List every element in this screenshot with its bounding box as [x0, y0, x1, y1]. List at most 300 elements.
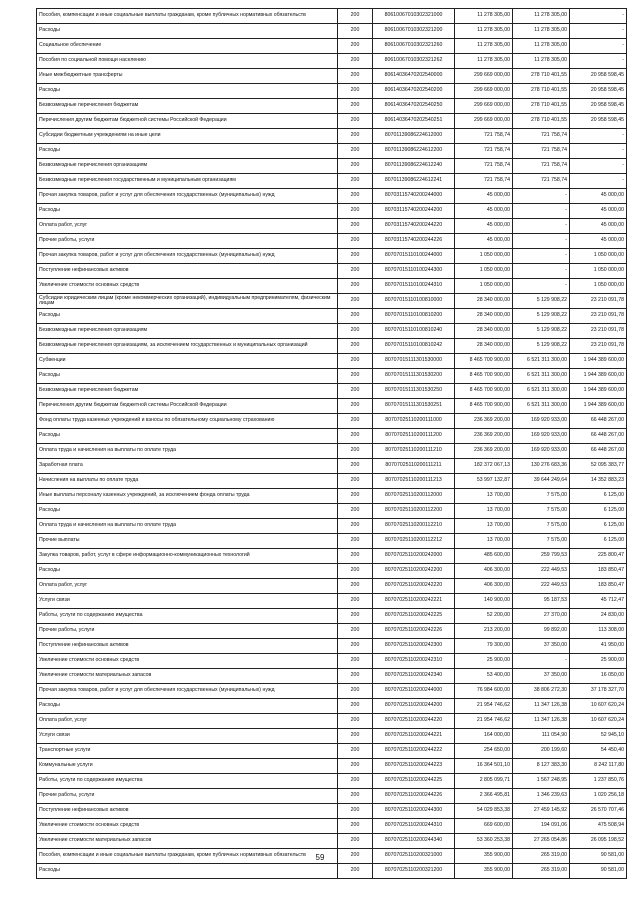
- row-code-cell: 200: [338, 369, 373, 384]
- row-executed-amount-cell: 11 347 126,38: [513, 699, 570, 714]
- row-approved-amount-cell: 236 369 200,00: [455, 444, 513, 459]
- row-unexecuted-amount-cell: 25 900,00: [570, 654, 627, 669]
- row-classification-code-cell: 80703115740200244226: [373, 234, 455, 249]
- table-body: [37, 9, 627, 879]
- row-unexecuted-amount-cell: 6 125,00: [570, 504, 627, 519]
- row-unexecuted-amount-cell: 23 210 091,78: [570, 294, 627, 309]
- row-classification-code-cell: 80707025110200242000: [373, 549, 455, 564]
- row-name-cell: Услуги связи: [37, 729, 338, 744]
- row-approved-amount-cell: 21 954 746,62: [455, 699, 513, 714]
- row-executed-amount-cell: 27 265 054,86: [513, 834, 570, 849]
- row-unexecuted-amount-cell: 183 850,47: [570, 579, 627, 594]
- table-row: [37, 204, 627, 219]
- row-name-cell: Расходы: [37, 144, 338, 159]
- row-classification-code-cell: 80707025110200244221: [373, 729, 455, 744]
- row-executed-amount-cell: 99 892,00: [513, 624, 570, 639]
- row-code-cell: 200: [338, 549, 373, 564]
- row-code-cell: 200: [338, 684, 373, 699]
- table-row: [37, 39, 627, 54]
- row-name-cell: Безвозмездные перечисления организациям: [37, 324, 338, 339]
- row-executed-amount-cell: 11 278 305,00: [513, 39, 570, 54]
- table-row: [37, 84, 627, 99]
- row-approved-amount-cell: 11 278 305,00: [455, 9, 513, 24]
- row-approved-amount-cell: 13 700,00: [455, 504, 513, 519]
- row-code-cell: 200: [338, 399, 373, 414]
- row-name-cell: Субсидии юридическим лицам (кроме некоммерческих организаций), индивидуальным предпринимателям, физическим лицам: [37, 294, 338, 309]
- row-executed-amount-cell: 278 710 401,55: [513, 114, 570, 129]
- row-name-cell: Увеличение стоимости основных средств: [37, 819, 338, 834]
- row-classification-code-cell: 80614036470202540000: [373, 69, 455, 84]
- row-classification-code-cell: 80610067010302321260: [373, 39, 455, 54]
- row-classification-code-cell: 80707015111301530000: [373, 354, 455, 369]
- row-approved-amount-cell: 8 465 700 900,00: [455, 399, 513, 414]
- row-executed-amount-cell: 194 091,06: [513, 819, 570, 834]
- row-classification-code-cell: 80707025110200111211: [373, 459, 455, 474]
- row-unexecuted-amount-cell: 1 944 389 600,00: [570, 399, 627, 414]
- row-classification-code-cell: 80701139086224612000: [373, 129, 455, 144]
- row-approved-amount-cell: 45 000,00: [455, 234, 513, 249]
- row-approved-amount-cell: 254 650,00: [455, 744, 513, 759]
- row-unexecuted-amount-cell: 41 950,00: [570, 639, 627, 654]
- row-classification-code-cell: 80707025110200242300: [373, 639, 455, 654]
- row-code-cell: 200: [338, 714, 373, 729]
- row-name-cell: Транспортные услуги: [37, 744, 338, 759]
- row-name-cell: Увеличение стоимости материальных запасов: [37, 834, 338, 849]
- table-row: [37, 399, 627, 414]
- row-executed-amount-cell: 6 521 311 300,00: [513, 354, 570, 369]
- row-approved-amount-cell: 299 669 000,00: [455, 114, 513, 129]
- table-row: [37, 429, 627, 444]
- row-name-cell: Пособия, компенсации и иные социальные выплаты гражданам, кроме публичных нормативных обязательств: [37, 9, 338, 24]
- row-name-cell: Безвозмездные перечисления бюджетам: [37, 384, 338, 399]
- table-row: [37, 549, 627, 564]
- table-row: [37, 774, 627, 789]
- row-code-cell: 200: [338, 564, 373, 579]
- row-approved-amount-cell: 355 900,00: [455, 849, 513, 864]
- row-name-cell: Субвенции: [37, 354, 338, 369]
- row-approved-amount-cell: 28 340 000,00: [455, 309, 513, 324]
- row-executed-amount-cell: 95 187,53: [513, 594, 570, 609]
- row-classification-code-cell: 80707025110200244220: [373, 714, 455, 729]
- row-classification-code-cell: 80707025110200244200: [373, 699, 455, 714]
- row-code-cell: 200: [338, 339, 373, 354]
- row-classification-code-cell: 80701139086224612200: [373, 144, 455, 159]
- row-unexecuted-amount-cell: 52 095 383,77: [570, 459, 627, 474]
- row-code-cell: 200: [338, 654, 373, 669]
- row-unexecuted-amount-cell: 45 712,47: [570, 594, 627, 609]
- row-approved-amount-cell: 13 700,00: [455, 534, 513, 549]
- row-executed-amount-cell: 7 575,00: [513, 519, 570, 534]
- row-executed-amount-cell: -: [513, 234, 570, 249]
- row-unexecuted-amount-cell: -: [570, 174, 627, 189]
- row-code-cell: 200: [338, 354, 373, 369]
- row-code-cell: 200: [338, 474, 373, 489]
- row-code-cell: 200: [338, 174, 373, 189]
- row-code-cell: 200: [338, 729, 373, 744]
- row-code-cell: 200: [338, 444, 373, 459]
- row-classification-code-cell: 80707015111301530251: [373, 399, 455, 414]
- row-name-cell: Прочие выплаты: [37, 534, 338, 549]
- row-classification-code-cell: 80707025110200242310: [373, 654, 455, 669]
- row-code-cell: 200: [338, 504, 373, 519]
- row-unexecuted-amount-cell: 24 830,00: [570, 609, 627, 624]
- row-name-cell: Иные выплаты персоналу казенных учреждений, за исключением фонда оплаты труда: [37, 489, 338, 504]
- table-row: [37, 114, 627, 129]
- row-executed-amount-cell: 278 710 401,55: [513, 99, 570, 114]
- row-unexecuted-amount-cell: 66 448 267,00: [570, 444, 627, 459]
- row-name-cell: Поступление нефинансовых активов: [37, 639, 338, 654]
- row-executed-amount-cell: 721 758,74: [513, 174, 570, 189]
- row-code-cell: 200: [338, 24, 373, 39]
- row-unexecuted-amount-cell: 10 607 620,24: [570, 699, 627, 714]
- row-code-cell: 200: [338, 129, 373, 144]
- row-code-cell: 200: [338, 759, 373, 774]
- row-code-cell: 200: [338, 264, 373, 279]
- row-executed-amount-cell: 7 575,00: [513, 489, 570, 504]
- table-row: [37, 684, 627, 699]
- row-approved-amount-cell: 45 000,00: [455, 204, 513, 219]
- row-name-cell: Оплата работ, услуг: [37, 579, 338, 594]
- row-code-cell: 200: [338, 609, 373, 624]
- row-approved-amount-cell: 485 600,00: [455, 549, 513, 564]
- row-code-cell: 200: [338, 294, 373, 309]
- row-unexecuted-amount-cell: 45 000,00: [570, 219, 627, 234]
- row-executed-amount-cell: 8 127 383,30: [513, 759, 570, 774]
- row-executed-amount-cell: -: [513, 279, 570, 294]
- row-approved-amount-cell: 406 300,00: [455, 579, 513, 594]
- row-approved-amount-cell: 8 465 700 900,00: [455, 354, 513, 369]
- row-classification-code-cell: 80701139086224612240: [373, 159, 455, 174]
- table-row: [37, 369, 627, 384]
- row-approved-amount-cell: 8 465 700 900,00: [455, 369, 513, 384]
- row-classification-code-cell: 80707025110200242225: [373, 609, 455, 624]
- row-name-cell: Субсидии бюджетным учреждениям на иные цели: [37, 129, 338, 144]
- row-executed-amount-cell: 721 758,74: [513, 129, 570, 144]
- row-unexecuted-amount-cell: 45 000,00: [570, 204, 627, 219]
- row-unexecuted-amount-cell: 20 958 598,45: [570, 114, 627, 129]
- table-row: [37, 579, 627, 594]
- row-code-cell: 200: [338, 804, 373, 819]
- row-classification-code-cell: 80701139086224612241: [373, 174, 455, 189]
- row-unexecuted-amount-cell: -: [570, 129, 627, 144]
- row-unexecuted-amount-cell: 1 944 389 600,00: [570, 369, 627, 384]
- table-row: [37, 294, 627, 309]
- row-executed-amount-cell: 5 129 908,22: [513, 324, 570, 339]
- table-row: [37, 654, 627, 669]
- row-unexecuted-amount-cell: 66 448 267,00: [570, 414, 627, 429]
- row-name-cell: Начисления на выплаты по оплате труда: [37, 474, 338, 489]
- row-approved-amount-cell: 45 000,00: [455, 219, 513, 234]
- row-name-cell: Расходы: [37, 309, 338, 324]
- row-unexecuted-amount-cell: 37 178 327,70: [570, 684, 627, 699]
- row-name-cell: Работы, услуги по содержанию имущества: [37, 609, 338, 624]
- row-classification-code-cell: 80707025110200112200: [373, 504, 455, 519]
- row-name-cell: Безвозмездные перечисления организациям, за исключением государственных и муниципальных организаций: [37, 339, 338, 354]
- table-row: [37, 669, 627, 684]
- row-classification-code-cell: 80703115740200244220: [373, 219, 455, 234]
- row-name-cell: Пособия по социальной помощи населению: [37, 54, 338, 69]
- row-name-cell: Работы, услуги по содержанию имущества: [37, 774, 338, 789]
- row-approved-amount-cell: 299 669 000,00: [455, 84, 513, 99]
- row-executed-amount-cell: 5 129 908,22: [513, 339, 570, 354]
- row-name-cell: Расходы: [37, 24, 338, 39]
- row-classification-code-cell: 80707025110200244000: [373, 684, 455, 699]
- row-classification-code-cell: 80707025110200242200: [373, 564, 455, 579]
- row-name-cell: Услуги связи: [37, 594, 338, 609]
- table-row: [37, 129, 627, 144]
- row-executed-amount-cell: -: [513, 249, 570, 264]
- row-name-cell: Поступление нефинансовых активов: [37, 804, 338, 819]
- row-name-cell: Закупка товаров, работ, услуг в сфере информационно-коммуникационных технологий: [37, 549, 338, 564]
- table-row: [37, 189, 627, 204]
- row-classification-code-cell: 80707025110200244226: [373, 789, 455, 804]
- table-row: [37, 789, 627, 804]
- row-approved-amount-cell: 236 369 200,00: [455, 429, 513, 444]
- row-classification-code-cell: 80707025110200242220: [373, 579, 455, 594]
- row-name-cell: Прочая закупка товаров, работ и услуг для обеспечения государственных (муниципальных) нужд: [37, 189, 338, 204]
- table-row: [37, 309, 627, 324]
- table-row: [37, 54, 627, 69]
- table-row: [37, 219, 627, 234]
- table-row: [37, 264, 627, 279]
- row-code-cell: 200: [338, 279, 373, 294]
- row-classification-code-cell: 80703115740200244000: [373, 189, 455, 204]
- row-classification-code-cell: 80610067010302321262: [373, 54, 455, 69]
- row-classification-code-cell: 80707015110100244000: [373, 249, 455, 264]
- row-name-cell: Расходы: [37, 699, 338, 714]
- row-approved-amount-cell: 721 758,74: [455, 174, 513, 189]
- row-name-cell: Расходы: [37, 204, 338, 219]
- row-code-cell: 200: [338, 204, 373, 219]
- table-row: [37, 384, 627, 399]
- row-approved-amount-cell: 164 000,00: [455, 729, 513, 744]
- row-unexecuted-amount-cell: 113 308,00: [570, 624, 627, 639]
- row-approved-amount-cell: 236 369 200,00: [455, 414, 513, 429]
- row-approved-amount-cell: 1 050 000,00: [455, 279, 513, 294]
- row-approved-amount-cell: 54 029 853,38: [455, 804, 513, 819]
- row-approved-amount-cell: 1 050 000,00: [455, 264, 513, 279]
- row-executed-amount-cell: 259 799,53: [513, 549, 570, 564]
- table-row: [37, 519, 627, 534]
- row-code-cell: 200: [338, 234, 373, 249]
- row-approved-amount-cell: 25 900,00: [455, 654, 513, 669]
- table-row: [37, 594, 627, 609]
- row-unexecuted-amount-cell: 52 945,10: [570, 729, 627, 744]
- row-name-cell: Пособия, компенсации и иные социальные выплаты гражданам, кроме публичных нормативных обязательств: [37, 849, 338, 864]
- budget-execution-table: [36, 8, 627, 879]
- row-approved-amount-cell: 79 300,00: [455, 639, 513, 654]
- row-code-cell: 200: [338, 579, 373, 594]
- table-row: [37, 9, 627, 24]
- row-classification-code-cell: 80707025110200244225: [373, 774, 455, 789]
- table-row: [37, 534, 627, 549]
- row-classification-code-cell: 80707015111301530250: [373, 384, 455, 399]
- row-classification-code-cell: 80707025110200321200: [373, 864, 455, 879]
- row-code-cell: 200: [338, 639, 373, 654]
- row-name-cell: Безвозмездные перечисления организациям: [37, 159, 338, 174]
- row-executed-amount-cell: 721 758,74: [513, 144, 570, 159]
- row-code-cell: 200: [338, 489, 373, 504]
- row-executed-amount-cell: 1 567 248,95: [513, 774, 570, 789]
- row-classification-code-cell: 80707025110200244340: [373, 834, 455, 849]
- row-approved-amount-cell: 28 340 000,00: [455, 294, 513, 309]
- table-row: [37, 69, 627, 84]
- row-approved-amount-cell: 13 700,00: [455, 519, 513, 534]
- row-executed-amount-cell: 38 806 272,30: [513, 684, 570, 699]
- table-row: [37, 714, 627, 729]
- row-unexecuted-amount-cell: 8 242 117,80: [570, 759, 627, 774]
- row-code-cell: 200: [338, 9, 373, 24]
- row-unexecuted-amount-cell: 45 000,00: [570, 189, 627, 204]
- row-approved-amount-cell: 721 758,74: [455, 144, 513, 159]
- row-code-cell: 200: [338, 39, 373, 54]
- row-code-cell: 200: [338, 249, 373, 264]
- row-executed-amount-cell: 5 129 908,22: [513, 294, 570, 309]
- row-approved-amount-cell: 2 805 099,71: [455, 774, 513, 789]
- table-row: [37, 474, 627, 489]
- row-unexecuted-amount-cell: 26 570 707,46: [570, 804, 627, 819]
- row-approved-amount-cell: 16 364 501,10: [455, 759, 513, 774]
- row-classification-code-cell: 80707025110200242226: [373, 624, 455, 639]
- row-unexecuted-amount-cell: -: [570, 159, 627, 174]
- row-unexecuted-amount-cell: 1 050 000,00: [570, 279, 627, 294]
- row-name-cell: Перечисления другим бюджетам бюджетной системы Российской Федерации: [37, 399, 338, 414]
- row-executed-amount-cell: 130 276 683,36: [513, 459, 570, 474]
- row-code-cell: 200: [338, 699, 373, 714]
- row-approved-amount-cell: 52 200,00: [455, 609, 513, 624]
- table-row: [37, 234, 627, 249]
- table-row: [37, 339, 627, 354]
- row-code-cell: 200: [338, 309, 373, 324]
- row-approved-amount-cell: 299 669 000,00: [455, 69, 513, 84]
- row-classification-code-cell: 80707025110200112210: [373, 519, 455, 534]
- row-approved-amount-cell: 8 465 700 900,00: [455, 384, 513, 399]
- table-row: [37, 444, 627, 459]
- row-classification-code-cell: 80614036470202540251: [373, 114, 455, 129]
- row-code-cell: 200: [338, 624, 373, 639]
- table-row: [37, 489, 627, 504]
- row-name-cell: Заработная плата: [37, 459, 338, 474]
- row-executed-amount-cell: 39 644 249,64: [513, 474, 570, 489]
- row-executed-amount-cell: 6 521 311 300,00: [513, 399, 570, 414]
- row-classification-code-cell: 80707025110200244310: [373, 819, 455, 834]
- row-unexecuted-amount-cell: -: [570, 9, 627, 24]
- row-approved-amount-cell: 28 340 000,00: [455, 324, 513, 339]
- row-approved-amount-cell: 11 278 305,00: [455, 54, 513, 69]
- row-classification-code-cell: 80707015110100244310: [373, 279, 455, 294]
- row-classification-code-cell: 80707025110200244223: [373, 759, 455, 774]
- row-executed-amount-cell: 169 920 933,00: [513, 414, 570, 429]
- table-row: [37, 324, 627, 339]
- table-row: [37, 624, 627, 639]
- row-executed-amount-cell: 7 575,00: [513, 534, 570, 549]
- row-classification-code-cell: 80610067010302321200: [373, 24, 455, 39]
- page-number: 59: [315, 853, 325, 862]
- row-approved-amount-cell: 53 997 132,87: [455, 474, 513, 489]
- row-classification-code-cell: 80703115740200244200: [373, 204, 455, 219]
- row-executed-amount-cell: 37 350,00: [513, 639, 570, 654]
- row-name-cell: Поступление нефинансовых активов: [37, 264, 338, 279]
- table-row: [37, 564, 627, 579]
- row-executed-amount-cell: 169 920 933,00: [513, 444, 570, 459]
- row-code-cell: 200: [338, 114, 373, 129]
- row-approved-amount-cell: 182 372 067,13: [455, 459, 513, 474]
- row-classification-code-cell: 80707025110200111000: [373, 414, 455, 429]
- table-row: [37, 459, 627, 474]
- row-executed-amount-cell: -: [513, 264, 570, 279]
- row-executed-amount-cell: 11 278 305,00: [513, 54, 570, 69]
- row-classification-code-cell: 80707025110200111213: [373, 474, 455, 489]
- row-executed-amount-cell: 200 199,60: [513, 744, 570, 759]
- row-name-cell: Увеличение стоимости основных средств: [37, 654, 338, 669]
- row-classification-code-cell: 80707015110100810000: [373, 294, 455, 309]
- row-classification-code-cell: 80707025110200111210: [373, 444, 455, 459]
- row-unexecuted-amount-cell: 6 125,00: [570, 534, 627, 549]
- row-unexecuted-amount-cell: 1 237 850,76: [570, 774, 627, 789]
- row-name-cell: Коммунальные услуги: [37, 759, 338, 774]
- row-approved-amount-cell: 140 900,00: [455, 594, 513, 609]
- row-code-cell: 200: [338, 819, 373, 834]
- table-row: [37, 249, 627, 264]
- row-name-cell: Безвозмездные перечисления государственным и муниципальным организациям: [37, 174, 338, 189]
- row-executed-amount-cell: 11 347 126,38: [513, 714, 570, 729]
- row-code-cell: 200: [338, 849, 373, 864]
- row-approved-amount-cell: 13 700,00: [455, 489, 513, 504]
- row-approved-amount-cell: 669 600,00: [455, 819, 513, 834]
- row-classification-code-cell: 80707025110200111200: [373, 429, 455, 444]
- table-row: [37, 834, 627, 849]
- row-unexecuted-amount-cell: 183 850,47: [570, 564, 627, 579]
- row-executed-amount-cell: 265 319,00: [513, 849, 570, 864]
- table-row: [37, 174, 627, 189]
- row-unexecuted-amount-cell: 1 050 000,00: [570, 249, 627, 264]
- row-code-cell: 200: [338, 669, 373, 684]
- row-name-cell: Увеличение стоимости материальных запасов: [37, 669, 338, 684]
- table-row: [37, 744, 627, 759]
- row-classification-code-cell: 80610067010302321000: [373, 9, 455, 24]
- row-name-cell: Расходы: [37, 84, 338, 99]
- row-unexecuted-amount-cell: 6 125,00: [570, 489, 627, 504]
- row-name-cell: Оплата работ, услуг: [37, 219, 338, 234]
- row-executed-amount-cell: 222 449,53: [513, 579, 570, 594]
- row-executed-amount-cell: 37 350,00: [513, 669, 570, 684]
- row-unexecuted-amount-cell: 20 958 598,45: [570, 69, 627, 84]
- row-code-cell: 200: [338, 189, 373, 204]
- table-row: [37, 414, 627, 429]
- row-unexecuted-amount-cell: 23 210 091,78: [570, 324, 627, 339]
- row-code-cell: 200: [338, 99, 373, 114]
- row-code-cell: 200: [338, 834, 373, 849]
- row-name-cell: Прочие работы, услуги: [37, 234, 338, 249]
- table-row: [37, 699, 627, 714]
- row-classification-code-cell: 80707015110100810242: [373, 339, 455, 354]
- row-classification-code-cell: 80707015111301530200: [373, 369, 455, 384]
- table-row: [37, 159, 627, 174]
- row-executed-amount-cell: 6 521 311 300,00: [513, 384, 570, 399]
- row-executed-amount-cell: 278 710 401,55: [513, 84, 570, 99]
- row-executed-amount-cell: 278 710 401,55: [513, 69, 570, 84]
- table-row: [37, 144, 627, 159]
- row-code-cell: 200: [338, 429, 373, 444]
- table-row: [37, 609, 627, 624]
- row-executed-amount-cell: 7 575,00: [513, 504, 570, 519]
- row-code-cell: 200: [338, 414, 373, 429]
- row-approved-amount-cell: 45 000,00: [455, 189, 513, 204]
- row-approved-amount-cell: 76 984 600,00: [455, 684, 513, 699]
- row-code-cell: 200: [338, 219, 373, 234]
- table-row: [37, 639, 627, 654]
- table-row: [37, 759, 627, 774]
